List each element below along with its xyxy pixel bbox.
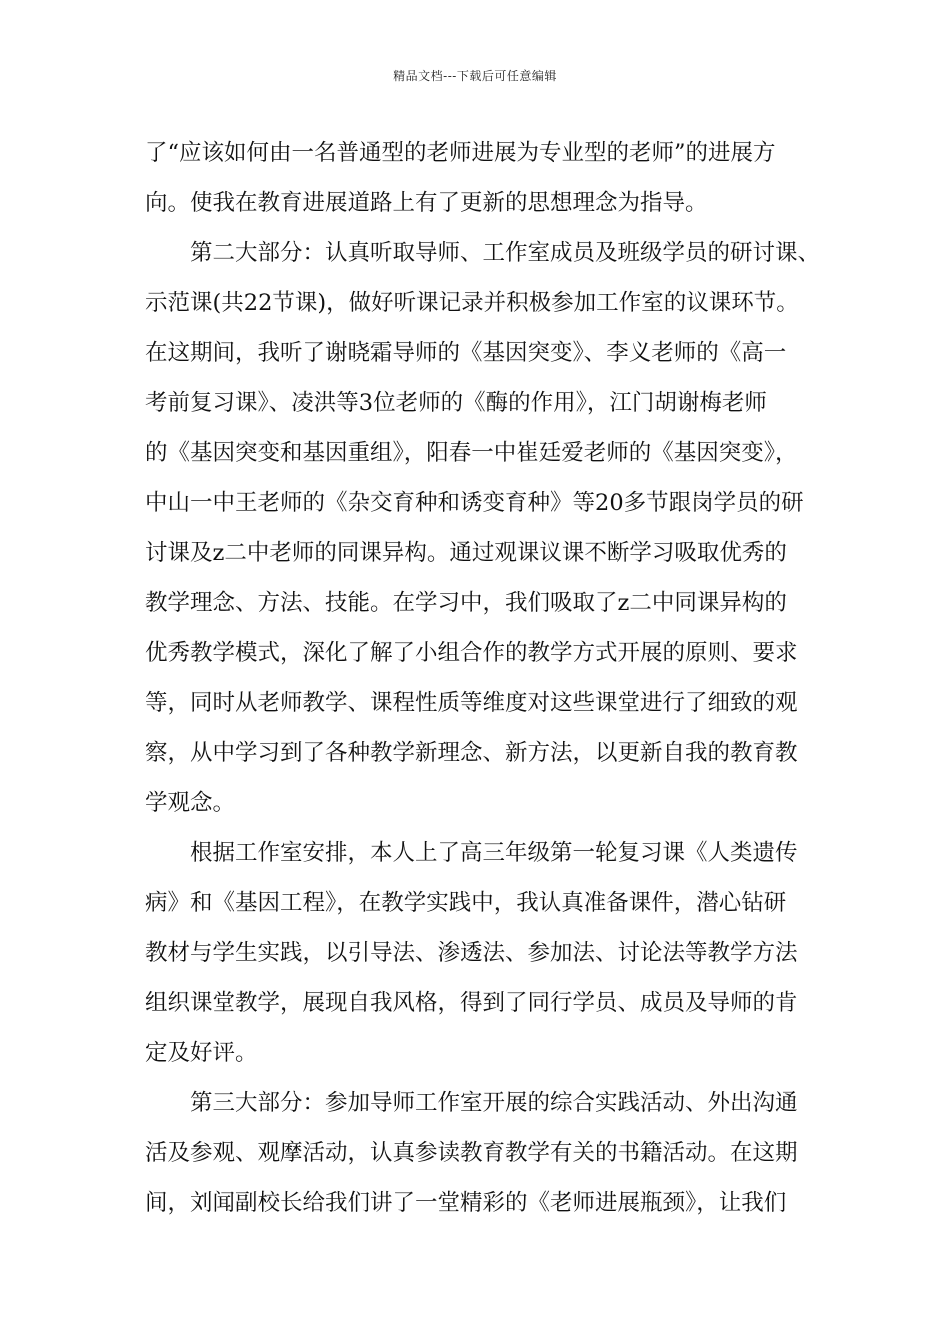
text-line: 优秀教学模式，深化了解了小组合作的教学方式开展的原则、要求 bbox=[145, 640, 798, 666]
text-line: 组织课堂教学，展现自我风格，得到了同行学员、成员及导师的肯 bbox=[145, 990, 798, 1016]
text-line: 考前复习课》、凌洪等3位老师的《酶的作用》，江门胡谢梅老师 bbox=[145, 390, 767, 416]
text-line: 教材与学生实践，以引导法、渗透法、参加法、讨论法等教学方法 bbox=[145, 940, 798, 966]
text-line: 活及参观、观摩活动，认真参读教育教学有关的书籍活动。在这期 bbox=[145, 1140, 798, 1166]
text-line: 了“应该如何由一名普通型的老师进展为专业型的老师”的进展方 bbox=[145, 140, 776, 166]
text-line: 中山一中王老师的《杂交育种和诱变育种》等20多节跟岗学员的研 bbox=[145, 490, 804, 516]
text-line: 在这期间，我听了谢晓霜导师的《基因突变》、李义老师的《高一 bbox=[145, 340, 787, 366]
text-line: 的《基因突变和基因重组》，阳春一中崔廷爱老师的《基因突变》， bbox=[145, 440, 798, 466]
text-line: 学观念。 bbox=[145, 790, 236, 816]
text-line: 定及好评。 bbox=[145, 1040, 258, 1066]
text-line: 等，同时从老师教学、课程性质等维度对这些课堂进行了细致的观 bbox=[145, 690, 798, 716]
paragraph-start-line: 第二大部分：认真听取导师、工作室成员及班级学员的研讨课、 bbox=[190, 240, 821, 266]
text-line: 教学理念、方法、技能。在学习中，我们吸取了z二中同课异构的 bbox=[145, 590, 787, 616]
text-line: 讨课及z二中老师的同课异构。通过观课议课不断学习吸取优秀的 bbox=[145, 540, 787, 566]
paragraph-start-line: 根据工作室安排，本人上了高三年级第一轮复习课《人类遗传 bbox=[190, 840, 798, 866]
text-line: 间，刘闻副校长给我们讲了一堂精彩的《老师进展瓶颈》，让我们 bbox=[145, 1190, 787, 1216]
page-header: 精品文档---下载后可任意编辑 bbox=[393, 69, 557, 83]
text-line: 示范课(共22节课)，做好听课记录并积极参加工作室的议课环节。 bbox=[145, 290, 799, 316]
text-line: 向。使我在教育进展道路上有了更新的思想理念为指导。 bbox=[145, 190, 708, 216]
paragraph-start-line: 第三大部分：参加导师工作室开展的综合实践活动、外出沟通 bbox=[190, 1090, 798, 1116]
text-line: 察，从中学习到了各种教学新理念、新方法，以更新自我的教育教 bbox=[145, 740, 798, 766]
text-line: 病》和《基因工程》，在教学实践中，我认真准备课件，潜心钻研 bbox=[145, 890, 787, 916]
body-text bbox=[145, 128, 825, 1228]
